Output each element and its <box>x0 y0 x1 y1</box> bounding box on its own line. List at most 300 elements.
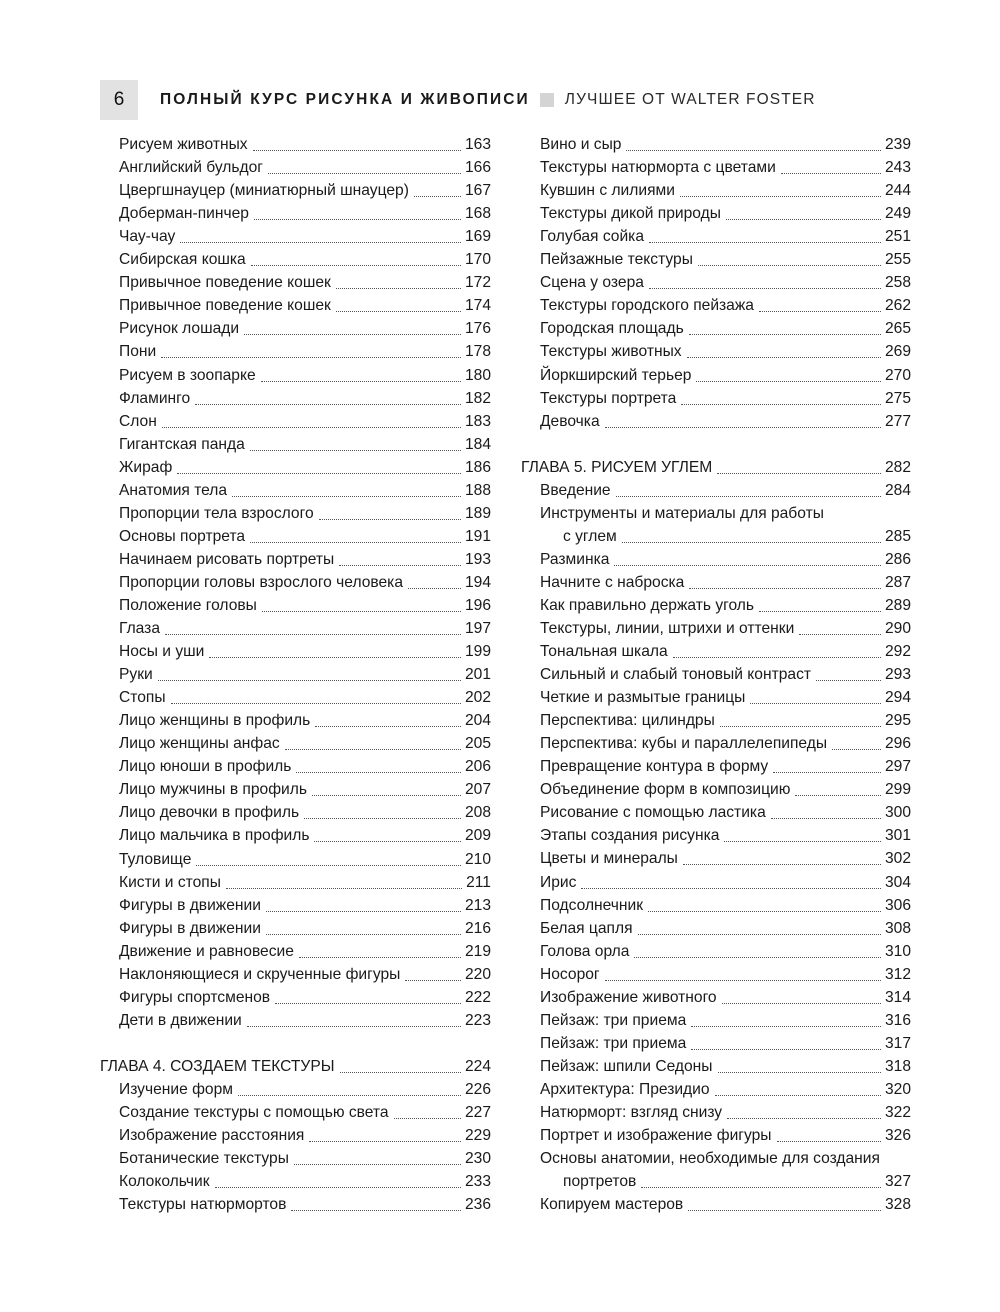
toc-entry <box>100 755 491 778</box>
toc-entry-title: Пони <box>119 343 157 361</box>
toc-entry-page: 327 <box>884 1173 911 1191</box>
toc-entry <box>100 640 491 663</box>
dot-leader <box>215 1177 461 1188</box>
toc-entry-title: Положение головы <box>119 596 257 614</box>
dot-leader <box>250 440 461 451</box>
dot-leader <box>177 463 461 474</box>
toc-entry <box>521 179 911 202</box>
dot-leader <box>312 785 461 796</box>
toc-entry <box>100 156 491 179</box>
dot-leader <box>777 1131 881 1142</box>
toc-entry <box>100 1124 491 1147</box>
toc-entry-title: Привычное поведение кошек <box>119 274 331 292</box>
dot-leader <box>226 878 462 889</box>
dot-leader <box>339 555 461 566</box>
toc-entry-page: 297 <box>884 758 911 776</box>
dot-leader <box>696 371 881 382</box>
toc-entry <box>100 732 491 755</box>
toc-entry-title: Жираф <box>119 458 173 476</box>
toc-entry-page: 293 <box>884 666 911 684</box>
toc-entry-page: 211 <box>466 873 491 891</box>
toc-entry-page: 180 <box>464 366 491 384</box>
toc-entry-page: 169 <box>464 228 491 246</box>
toc-entry-page: 216 <box>464 919 491 937</box>
toc-entry-title: Руки <box>119 666 153 684</box>
toc-entry-title: Лицо женщины в профиль <box>119 712 311 730</box>
toc-entry-page: 308 <box>884 919 911 937</box>
toc-entry-page: 233 <box>464 1173 491 1191</box>
separator-square <box>540 93 554 107</box>
toc-entry <box>521 778 911 801</box>
dot-leader <box>232 486 461 497</box>
dot-leader <box>247 1016 461 1027</box>
dot-leader <box>614 555 881 566</box>
toc-entry-page: 265 <box>884 320 911 338</box>
toc-entry <box>100 433 491 456</box>
toc-entry-title: Текстуры натюрморта с цветами <box>540 159 776 177</box>
toc-entry-page: 191 <box>464 527 491 545</box>
dot-leader <box>209 647 461 658</box>
toc-entry-page: 167 <box>464 182 491 200</box>
toc-entry <box>521 963 911 986</box>
toc-entry-title: Архитектура: Президио <box>540 1080 710 1098</box>
toc-entry-page: 223 <box>464 1011 491 1029</box>
toc-entry-title: Девочка <box>540 412 600 430</box>
toc-entry <box>100 571 491 594</box>
toc-entry <box>100 801 491 824</box>
toc-entry <box>521 640 911 663</box>
toc-entry-page: 236 <box>464 1196 491 1214</box>
toc-entry <box>100 594 491 617</box>
toc-entry <box>521 410 911 433</box>
toc-entry-title: Носы и уши <box>119 643 205 661</box>
toc-entry <box>521 317 911 340</box>
toc-entry <box>521 479 911 502</box>
dot-leader <box>750 693 881 704</box>
toc-entry-title: Разминка <box>540 550 610 568</box>
toc-entry-title: Превращение контура в форму <box>540 758 769 776</box>
dot-leader <box>626 140 881 151</box>
section-gap <box>521 433 911 456</box>
toc-entry <box>521 248 911 271</box>
toc-entry-page: 168 <box>464 205 491 223</box>
toc-entry <box>521 1147 911 1170</box>
dot-leader <box>689 578 881 589</box>
dot-leader <box>689 324 881 335</box>
toc-entry <box>100 179 491 202</box>
toc-entry-title: Кисти и стопы <box>119 873 221 891</box>
toc-entry-page: 205 <box>464 735 491 753</box>
toc-entry-page: 255 <box>884 251 911 269</box>
toc-entry <box>521 917 911 940</box>
dot-leader <box>244 324 461 335</box>
page-header <box>100 80 816 120</box>
toc-entry <box>521 156 911 179</box>
dot-leader <box>773 762 881 773</box>
toc-entry-title: Как правильно держать уголь <box>540 596 755 614</box>
toc-entry <box>100 456 491 479</box>
toc-entry <box>100 387 491 410</box>
toc-entry-title: Фламинго <box>119 389 191 407</box>
toc-entry <box>521 294 911 317</box>
toc-entry-page: 207 <box>464 781 491 799</box>
toc-entry-page: 292 <box>884 643 911 661</box>
toc-entry-title: Голубая сойка <box>540 228 645 246</box>
toc-entry-page: 222 <box>464 988 491 1006</box>
toc-entry <box>100 686 491 709</box>
dot-leader <box>394 1108 461 1119</box>
toc-entry <box>100 1147 491 1170</box>
toc-entry-page: 286 <box>884 550 911 568</box>
toc-entry <box>521 1055 911 1078</box>
toc-entry <box>521 894 911 917</box>
toc-entry <box>521 1124 911 1147</box>
toc-entry-title: Четкие и размытые границы <box>540 689 746 707</box>
toc-entry-page: 166 <box>464 159 491 177</box>
toc-entry-title: Колокольчик <box>119 1173 210 1191</box>
dot-leader <box>161 347 461 358</box>
toc-entry-page: 314 <box>884 988 911 1006</box>
dot-leader <box>691 1039 881 1050</box>
toc-entry-page: 302 <box>884 850 911 868</box>
dot-leader <box>605 970 881 981</box>
dot-leader <box>251 255 461 266</box>
toc-entry-title: Подсолнечник <box>540 896 644 914</box>
dot-leader <box>304 808 461 819</box>
toc-entry-page: 209 <box>464 827 491 845</box>
toc-entry-page: 262 <box>884 297 911 315</box>
toc-entry-title: Пейзаж: три приема <box>540 1034 687 1052</box>
toc-entry <box>100 202 491 225</box>
dot-leader <box>687 347 881 358</box>
dot-leader <box>171 693 461 704</box>
toc-entry-title: Инструменты и материалы для работы <box>540 504 824 522</box>
dot-leader <box>162 417 461 428</box>
dot-leader <box>681 394 881 405</box>
toc-entry-page: 275 <box>884 389 911 407</box>
toc-entry-title: Основы анатомии, необходимые для создания <box>540 1150 880 1168</box>
toc-entry-page: 296 <box>884 735 911 753</box>
dot-leader <box>581 878 881 889</box>
dot-leader <box>616 486 881 497</box>
toc-entry-page: 199 <box>464 643 491 661</box>
toc-entry-title: Пропорции головы взрослого человека <box>119 573 404 591</box>
toc-entry-page: 270 <box>884 366 911 384</box>
toc-entry-page: 287 <box>884 573 911 591</box>
toc-entry-title: Английский бульдог <box>119 159 263 177</box>
section-gap <box>100 1032 491 1055</box>
toc-entry-page: 183 <box>464 412 491 430</box>
toc-entry <box>100 778 491 801</box>
toc-entry <box>521 502 911 525</box>
toc-entry <box>521 1101 911 1124</box>
toc-entry-title: Лицо юноши в профиль <box>119 758 292 776</box>
toc-entry-title: Начинаем рисовать портреты <box>119 550 335 568</box>
toc-entry-page: 269 <box>884 343 911 361</box>
toc-entry <box>100 548 491 571</box>
toc-entry <box>100 271 491 294</box>
toc-entry <box>100 709 491 732</box>
toc-entry <box>521 1009 911 1032</box>
dot-leader <box>285 739 461 750</box>
toc-entry-title: Введение <box>540 481 611 499</box>
toc-entry <box>521 525 911 548</box>
toc-entry-title: Фигуры в движении <box>119 919 261 937</box>
dot-leader <box>299 947 461 958</box>
toc-entry-page: 206 <box>464 758 491 776</box>
dot-leader <box>727 1108 881 1119</box>
dot-leader <box>408 578 461 589</box>
toc-entry-page: 202 <box>464 689 491 707</box>
toc-entry-page: 189 <box>464 504 491 522</box>
toc-chapter-heading <box>521 456 911 479</box>
toc-entry <box>521 732 911 755</box>
toc-entry <box>100 617 491 640</box>
toc-entry-title: Изображение животного <box>540 988 717 1006</box>
toc-entry <box>100 1078 491 1101</box>
toc-entry-page: 197 <box>464 620 491 638</box>
toc-entry-page: 201 <box>464 666 491 684</box>
dot-leader <box>291 1200 461 1211</box>
toc-entry <box>100 894 491 917</box>
toc-entry-page: 210 <box>464 850 491 868</box>
dot-leader <box>724 831 881 842</box>
toc-entry-title: Доберман-пинчер <box>119 205 249 223</box>
toc-entry-page: 213 <box>464 896 491 914</box>
dot-leader <box>816 670 881 681</box>
dot-leader <box>250 532 461 543</box>
toc-entry <box>100 917 491 940</box>
toc-entry-page: 230 <box>464 1150 491 1168</box>
toc-entry-page: 304 <box>884 873 911 891</box>
toc-entry <box>100 986 491 1009</box>
toc-entry-title: Текстуры натюрмортов <box>119 1196 287 1214</box>
toc-entry-title: Глаза <box>119 620 160 638</box>
dot-leader <box>759 601 881 612</box>
dot-leader <box>781 163 881 174</box>
toc-entry-title: Натюрморт: взгляд снизу <box>540 1103 723 1121</box>
dot-leader <box>759 301 881 312</box>
toc-entry-title: Этапы создания рисунка <box>540 827 720 845</box>
toc-entry-page: 251 <box>884 228 911 246</box>
toc-entry <box>521 824 911 847</box>
toc-entry <box>100 410 491 433</box>
toc-entry-page: 194 <box>464 573 491 591</box>
toc-entry-page: 220 <box>464 965 491 983</box>
dot-leader <box>634 947 881 958</box>
toc-chapter-heading <box>100 1055 491 1078</box>
toc-entry-page: 326 <box>884 1127 911 1145</box>
toc-entry-title: Объединение форм в композицию <box>540 781 791 799</box>
toc-entry-title: Голова орла <box>540 942 630 960</box>
toc-entry <box>521 1170 911 1193</box>
toc-entry <box>521 548 911 571</box>
toc-entry-page: 176 <box>464 320 491 338</box>
dot-leader <box>275 993 461 1004</box>
toc-entry-page: 178 <box>464 343 491 361</box>
toc-entry <box>100 294 491 317</box>
dot-leader <box>195 394 461 405</box>
toc-entry-title: Фигуры в движении <box>119 896 261 914</box>
toc-entry-title: Текстуры городского пейзажа <box>540 297 754 315</box>
toc-entry <box>100 824 491 847</box>
toc-entry-page: 163 <box>464 136 491 154</box>
dot-leader <box>698 255 881 266</box>
toc-entry <box>100 502 491 525</box>
book-title: ПОЛНЫЙ КУРС РИСУНКА И ЖИВОПИСИ <box>160 91 530 108</box>
toc-entry-title: Йоркширский терьер <box>540 366 692 384</box>
toc-entry-page: 299 <box>884 781 911 799</box>
toc-entry-title: Движение и равновесие <box>119 942 294 960</box>
toc-entry-title: Чау-чау <box>119 228 176 246</box>
toc-entry-title: Перспектива: кубы и параллелепипеды <box>540 735 828 753</box>
toc-entry-title: Кувшин с лилиями <box>540 182 675 200</box>
dot-leader <box>638 924 881 935</box>
toc-entry <box>100 525 491 548</box>
toc-entry-title: Сцена у озера <box>540 274 644 292</box>
toc-entry-title: Фигуры спортсменов <box>119 988 271 1006</box>
toc-entry <box>521 387 911 410</box>
toc-entry-title: Текстуры животных <box>540 343 682 361</box>
toc-entry-page: 186 <box>464 458 491 476</box>
dot-leader <box>314 831 461 842</box>
toc-entry-page: 227 <box>464 1103 491 1121</box>
dot-leader <box>158 670 461 681</box>
toc-entry-page: 282 <box>884 458 911 476</box>
toc-entry-title: Дети в движении <box>119 1011 242 1029</box>
toc-entry <box>521 663 911 686</box>
toc-entry <box>521 617 911 640</box>
dot-leader <box>336 301 461 312</box>
toc-entry-page: 188 <box>464 481 491 499</box>
toc-entry-title: Тональная шкала <box>540 643 668 661</box>
dot-leader <box>254 209 461 220</box>
toc-entry-page: 258 <box>884 274 911 292</box>
dot-leader <box>315 716 461 727</box>
toc-entry <box>521 594 911 617</box>
toc-entry-title: Изучение форм <box>119 1080 233 1098</box>
toc-entry-title: Белая цапля <box>540 919 633 937</box>
toc-entry-title: Рисуем в зоопарке <box>119 366 256 384</box>
dot-leader <box>683 854 881 865</box>
toc-entry-title: портретов <box>563 1173 637 1191</box>
dot-leader <box>795 785 881 796</box>
toc-entry-title: Ирис <box>540 873 577 891</box>
toc-entry-title: Портрет и изображение фигуры <box>540 1127 772 1145</box>
toc-entry-page: 301 <box>884 827 911 845</box>
toc-entry <box>100 248 491 271</box>
toc-entry-page: 182 <box>464 389 491 407</box>
toc-entry-page: 290 <box>884 619 911 637</box>
toc-entry <box>521 340 911 363</box>
dot-leader <box>717 463 881 474</box>
toc-entry-page: 322 <box>884 1103 911 1121</box>
dot-leader <box>309 1131 461 1142</box>
dot-leader <box>266 901 461 912</box>
toc-entry-title: Текстуры дикой природы <box>540 205 721 223</box>
toc-entry <box>100 1170 491 1193</box>
dot-leader <box>340 1062 461 1073</box>
toc-entry <box>521 1078 911 1101</box>
toc-entry-page: 244 <box>884 182 911 200</box>
toc-entry-page: 328 <box>884 1196 911 1214</box>
toc-entry <box>100 963 491 986</box>
toc-entry <box>521 686 911 709</box>
toc-entry-page: 295 <box>884 712 911 730</box>
toc-entry-page: 306 <box>884 896 911 914</box>
toc-entry-title: Начните с наброска <box>540 573 685 591</box>
toc-entry-page: 277 <box>884 412 911 430</box>
toc-entry-title: ГЛАВА 5. РИСУЕМ УГЛЕМ <box>521 458 713 476</box>
toc-entry-title: Гигантская панда <box>119 435 245 453</box>
toc-entry <box>521 363 911 386</box>
toc-entry-title: Пейзаж: шпили Седоны <box>540 1057 713 1075</box>
toc-entry-page: 249 <box>884 205 911 223</box>
toc-entry-title: Создание текстуры с помощью света <box>119 1103 389 1121</box>
dot-leader <box>165 624 461 635</box>
toc-entry-page: 300 <box>884 804 911 822</box>
toc-entry <box>521 271 911 294</box>
toc-entry-page: 294 <box>884 689 911 707</box>
toc-entry <box>521 940 911 963</box>
toc-entry-page: 172 <box>464 274 491 292</box>
dot-leader <box>648 901 881 912</box>
toc-entry <box>100 847 491 870</box>
toc-entry-title: Копируем мастеров <box>540 1196 684 1214</box>
dot-leader <box>405 970 461 981</box>
toc-entry <box>521 1032 911 1055</box>
dot-leader <box>414 186 461 197</box>
toc-entry-page: 316 <box>884 1011 911 1029</box>
toc-entry-title: Вино и сыр <box>540 136 622 154</box>
dot-leader <box>266 924 461 935</box>
toc-entry <box>100 940 491 963</box>
toc-entry-page: 174 <box>464 297 491 315</box>
toc-entry <box>521 1193 911 1216</box>
toc-entry <box>521 847 911 870</box>
toc-entry <box>100 363 491 386</box>
toc-entry <box>100 479 491 502</box>
toc-entry-page: 317 <box>884 1034 911 1052</box>
dot-leader <box>680 186 881 197</box>
dot-leader <box>720 716 881 727</box>
toc-entry-title: Лицо девочки в профиль <box>119 804 300 822</box>
toc-entry-title: Привычное поведение кошек <box>119 297 331 315</box>
toc-entry-title: Цветы и минералы <box>540 850 678 868</box>
toc-entry <box>521 225 911 248</box>
toc-entry-title: Основы портрета <box>119 527 246 545</box>
toc-entry-title: Стопы <box>119 689 166 707</box>
toc-entry-title: Лицо женщины анфас <box>119 735 280 753</box>
toc-entry-title: Лицо мальчика в профиль <box>119 827 310 845</box>
dot-leader <box>799 624 881 635</box>
dot-leader <box>649 232 881 243</box>
toc-entry-title: Носорог <box>540 965 600 983</box>
toc-right-column <box>521 133 911 1216</box>
dot-leader <box>718 1062 881 1073</box>
toc-entry-title: Городская площадь <box>540 320 684 338</box>
toc-entry-page: 224 <box>464 1057 491 1075</box>
toc-entry-page: 320 <box>884 1080 911 1098</box>
toc-entry <box>100 133 491 156</box>
dot-leader <box>319 509 461 520</box>
toc-entry-title: Текстуры портрета <box>540 389 677 407</box>
dot-leader <box>253 140 461 151</box>
toc-entry-title: Наклоняющиеся и скрученные фигуры <box>119 965 401 983</box>
toc-entry <box>521 133 911 156</box>
toc-entry-title: Ботанические текстуры <box>119 1150 289 1168</box>
toc-entry-title: Цвергшнауцер (миниатюрный шнауцер) <box>119 182 409 200</box>
